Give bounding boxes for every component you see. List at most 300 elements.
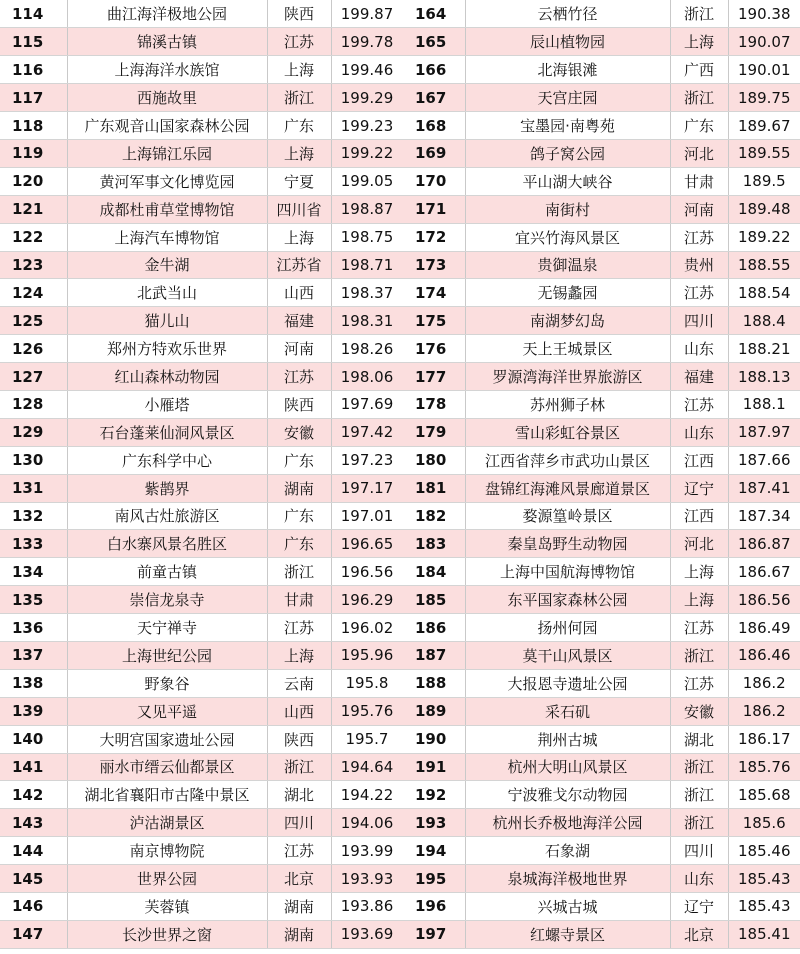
province-cell: 上海 [267,56,331,84]
rank-cell: 188 [403,669,465,697]
table-row [403,418,800,446]
score-cell: 190.38 [728,0,800,28]
table-row [403,195,800,223]
province-cell: 辽宁 [670,893,728,921]
score-cell: 199.22 [331,139,403,167]
province-cell: 河北 [670,139,728,167]
score-cell: 199.87 [331,0,403,28]
rank-cell: 175 [403,307,465,335]
scenic-name-cell: 野象谷 [67,669,267,697]
scenic-name-cell: 鸽子窝公园 [465,139,670,167]
score-cell: 188.54 [728,279,800,307]
rank-cell: 132 [0,502,67,530]
scenic-name-cell: 红螺寺景区 [465,920,670,948]
table-row [0,418,403,446]
score-cell: 189.55 [728,139,800,167]
scenic-name-cell: 世界公园 [67,865,267,893]
table-row [403,530,800,558]
province-cell: 上海 [670,586,728,614]
rank-cell: 179 [403,418,465,446]
score-cell: 193.93 [331,865,403,893]
table-row [403,84,800,112]
province-cell: 湖南 [267,893,331,921]
province-cell: 福建 [670,363,728,391]
scenic-name-cell: 西施故里 [67,84,267,112]
province-cell: 安徽 [670,697,728,725]
province-cell: 四川 [670,307,728,335]
score-cell: 198.31 [331,307,403,335]
province-cell: 湖南 [267,474,331,502]
score-cell: 188.21 [728,335,800,363]
rank-cell: 173 [403,251,465,279]
score-cell: 186.17 [728,725,800,753]
province-cell: 江苏 [267,837,331,865]
scenic-name-cell: 又见平遥 [67,697,267,725]
province-cell: 广东 [267,446,331,474]
score-cell: 188.1 [728,390,800,418]
table-row [403,725,800,753]
scenic-name-cell: 无锡蠡园 [465,279,670,307]
scenic-name-cell: 兴城古城 [465,893,670,921]
scenic-name-cell: 雪山彩虹谷景区 [465,418,670,446]
table-row [403,614,800,642]
table-row [403,781,800,809]
scenic-name-cell: 小雁塔 [67,390,267,418]
table-row [0,195,403,223]
score-cell: 188.13 [728,363,800,391]
table-row [0,335,403,363]
rank-cell: 146 [0,893,67,921]
province-cell: 江苏 [670,669,728,697]
rank-cell: 190 [403,725,465,753]
rank-cell: 119 [0,139,67,167]
table-row [0,56,403,84]
scenic-name-cell: 大明宫国家遗址公园 [67,725,267,753]
scenic-name-cell: 大报恩寺遗址公园 [465,669,670,697]
scenic-name-cell: 江西省萍乡市武功山景区 [465,446,670,474]
province-cell: 四川省 [267,195,331,223]
scenic-name-cell: 广东观音山国家森林公园 [67,112,267,140]
rank-cell: 117 [0,84,67,112]
rank-cell: 172 [403,223,465,251]
rank-cell: 183 [403,530,465,558]
score-cell: 194.22 [331,781,403,809]
table-row [403,893,800,921]
rank-cell: 193 [403,809,465,837]
table-row [0,474,403,502]
province-cell: 湖南 [267,920,331,948]
score-cell: 185.6 [728,809,800,837]
scenic-name-cell: 长沙世界之窗 [67,920,267,948]
score-cell: 198.37 [331,279,403,307]
province-cell: 福建 [267,307,331,335]
rank-cell: 182 [403,502,465,530]
score-cell: 195.8 [331,669,403,697]
table-row [0,725,403,753]
rank-cell: 136 [0,614,67,642]
rank-cell: 130 [0,446,67,474]
rank-cell: 128 [0,390,67,418]
province-cell: 陕西 [267,390,331,418]
province-cell: 广东 [267,530,331,558]
table-row [0,84,403,112]
province-cell: 上海 [267,641,331,669]
table-row [403,28,800,56]
rank-cell: 131 [0,474,67,502]
table-row [0,307,403,335]
rank-cell: 185 [403,586,465,614]
table-row [0,167,403,195]
score-cell: 189.75 [728,84,800,112]
score-cell: 186.56 [728,586,800,614]
score-cell: 193.99 [331,837,403,865]
province-cell: 河北 [670,530,728,558]
province-cell: 安徽 [267,418,331,446]
rank-cell: 129 [0,418,67,446]
rank-cell: 184 [403,558,465,586]
rank-cell: 191 [403,753,465,781]
score-cell: 197.42 [331,418,403,446]
scenic-name-cell: 盘锦红海滩风景廊道景区 [465,474,670,502]
rank-cell: 140 [0,725,67,753]
rank-cell: 165 [403,28,465,56]
rank-cell: 133 [0,530,67,558]
province-cell: 浙江 [670,753,728,781]
scenic-name-cell: 北武当山 [67,279,267,307]
province-cell: 浙江 [267,753,331,781]
scenic-name-cell: 南湖梦幻岛 [465,307,670,335]
rank-cell: 135 [0,586,67,614]
scenic-name-cell: 泸沽湖景区 [67,809,267,837]
province-cell: 四川 [670,837,728,865]
province-cell: 上海 [670,558,728,586]
scenic-name-cell: 红山森林动物园 [67,363,267,391]
scenic-name-cell: 秦皇岛野生动物园 [465,530,670,558]
score-cell: 198.71 [331,251,403,279]
province-cell: 上海 [267,139,331,167]
province-cell: 宁夏 [267,167,331,195]
scenic-name-cell: 平山湖大峡谷 [465,167,670,195]
rank-cell: 126 [0,335,67,363]
province-cell: 山东 [670,418,728,446]
province-cell: 山东 [670,865,728,893]
score-cell: 186.46 [728,641,800,669]
scenic-name-cell: 泉城海洋极地世界 [465,865,670,893]
table-row [0,809,403,837]
province-cell: 四川 [267,809,331,837]
score-cell: 196.29 [331,586,403,614]
province-cell: 浙江 [670,809,728,837]
scenic-name-cell: 采石矶 [465,697,670,725]
table-row [0,669,403,697]
table-row [403,558,800,586]
scenic-name-cell: 石象湖 [465,837,670,865]
rank-cell: 192 [403,781,465,809]
scenic-name-cell: 云栖竹径 [465,0,670,28]
province-cell: 广东 [670,112,728,140]
scenic-name-cell: 广东科学中心 [67,446,267,474]
table-row [0,502,403,530]
rank-cell: 118 [0,112,67,140]
score-cell: 189.48 [728,195,800,223]
scenic-name-cell: 曲江海洋极地公园 [67,0,267,28]
rank-cell: 197 [403,920,465,948]
province-cell: 广东 [267,502,331,530]
table-row [0,614,403,642]
score-cell: 187.41 [728,474,800,502]
province-cell: 湖北 [267,781,331,809]
rank-cell: 187 [403,641,465,669]
score-cell: 189.5 [728,167,800,195]
table-row [403,865,800,893]
scenic-name-cell: 湖北省襄阳市古隆中景区 [67,781,267,809]
rank-cell: 195 [403,865,465,893]
score-cell: 193.69 [331,920,403,948]
rank-cell: 139 [0,697,67,725]
rank-cell: 147 [0,920,67,948]
province-cell: 陕西 [267,0,331,28]
table-row [403,279,800,307]
table-row [403,167,800,195]
scenic-name-cell: 宝墨园·南粤苑 [465,112,670,140]
score-cell: 193.86 [331,893,403,921]
score-cell: 188.55 [728,251,800,279]
rank-cell: 141 [0,753,67,781]
scenic-name-cell: 崇信龙泉寺 [67,586,267,614]
scenic-name-cell: 扬州何园 [465,614,670,642]
rank-cell: 122 [0,223,67,251]
table-row [0,112,403,140]
province-cell: 江苏 [670,223,728,251]
score-cell: 189.67 [728,112,800,140]
scenic-name-cell: 猫儿山 [67,307,267,335]
table-row [0,781,403,809]
table-row [403,502,800,530]
score-cell: 190.07 [728,28,800,56]
score-cell: 197.69 [331,390,403,418]
table-row [0,139,403,167]
scenic-name-cell: 南街村 [465,195,670,223]
ranking-table-right-body [403,0,800,948]
province-cell: 江苏 [267,614,331,642]
scenic-name-cell: 杭州大明山风景区 [465,753,670,781]
table-row [403,390,800,418]
rank-cell: 166 [403,56,465,84]
rank-cell: 123 [0,251,67,279]
scenic-name-cell: 北海银滩 [465,56,670,84]
scenic-name-cell: 贵御温泉 [465,251,670,279]
scenic-name-cell: 荆州古城 [465,725,670,753]
score-cell: 195.7 [331,725,403,753]
table-row [403,837,800,865]
score-cell: 188.4 [728,307,800,335]
score-cell: 196.02 [331,614,403,642]
table-row [0,446,403,474]
rank-cell: 145 [0,865,67,893]
table-row [403,474,800,502]
table-row [0,279,403,307]
table-row [0,251,403,279]
province-cell: 上海 [267,223,331,251]
score-cell: 185.46 [728,837,800,865]
rank-cell: 134 [0,558,67,586]
rank-cell: 171 [403,195,465,223]
score-cell: 189.22 [728,223,800,251]
province-cell: 浙江 [670,0,728,28]
table-row [403,251,800,279]
scenic-name-cell: 黄河军事文化博览园 [67,167,267,195]
scenic-name-cell: 成都杜甫草堂博物馆 [67,195,267,223]
rank-cell: 114 [0,0,67,28]
scenic-name-cell: 南京博物院 [67,837,267,865]
score-cell: 194.06 [331,809,403,837]
scenic-name-cell: 上海锦江乐园 [67,139,267,167]
table-row [0,753,403,781]
table-row [403,56,800,84]
province-cell: 北京 [670,920,728,948]
scenic-name-cell: 锦溪古镇 [67,28,267,56]
province-cell: 江苏 [670,614,728,642]
table-row [403,753,800,781]
province-cell: 辽宁 [670,474,728,502]
province-cell: 山西 [267,697,331,725]
scenic-name-cell: 杭州长乔极地海洋公园 [465,809,670,837]
rank-cell: 169 [403,139,465,167]
rank-cell: 137 [0,641,67,669]
province-cell: 北京 [267,865,331,893]
scenic-name-cell: 丽水市缙云仙都景区 [67,753,267,781]
score-cell: 197.17 [331,474,403,502]
province-cell: 浙江 [670,781,728,809]
province-cell: 浙江 [670,84,728,112]
province-cell: 浙江 [267,84,331,112]
table-row [403,697,800,725]
score-cell: 198.26 [331,335,403,363]
scenic-name-cell: 金牛湖 [67,251,267,279]
scenic-name-cell: 天宁禅寺 [67,614,267,642]
score-cell: 197.23 [331,446,403,474]
table-row [0,0,403,28]
rank-cell: 194 [403,837,465,865]
rank-cell: 116 [0,56,67,84]
province-cell: 江苏省 [267,251,331,279]
province-cell: 河南 [670,195,728,223]
province-cell: 云南 [267,669,331,697]
table-row [403,641,800,669]
table-row [403,112,800,140]
rank-cell: 167 [403,84,465,112]
table-row [0,530,403,558]
score-cell: 185.68 [728,781,800,809]
score-cell: 186.49 [728,614,800,642]
table-row [0,586,403,614]
scenic-name-cell: 上海海洋水族馆 [67,56,267,84]
table-row [403,335,800,363]
score-cell: 199.46 [331,56,403,84]
score-cell: 186.2 [728,669,800,697]
province-cell: 江苏 [267,28,331,56]
score-cell: 185.41 [728,920,800,948]
rank-cell: 164 [403,0,465,28]
table-row [0,865,403,893]
score-cell: 199.05 [331,167,403,195]
score-cell: 195.96 [331,641,403,669]
scenic-name-cell: 宁波雅戈尔动物园 [465,781,670,809]
rank-cell: 180 [403,446,465,474]
score-cell: 194.64 [331,753,403,781]
table-row [0,223,403,251]
ranking-table-right [403,0,800,949]
score-cell: 185.43 [728,865,800,893]
rank-cell: 142 [0,781,67,809]
table-row [0,390,403,418]
province-cell: 甘肃 [670,167,728,195]
province-cell: 上海 [670,28,728,56]
rank-cell: 186 [403,614,465,642]
rank-cell: 124 [0,279,67,307]
province-cell: 甘肃 [267,586,331,614]
province-cell: 江苏 [267,363,331,391]
province-cell: 山东 [670,335,728,363]
scenic-name-cell: 罗源湾海洋世界旅游区 [465,363,670,391]
province-cell: 广西 [670,56,728,84]
scenic-name-cell: 天宫庄园 [465,84,670,112]
rank-cell: 120 [0,167,67,195]
score-cell: 198.06 [331,363,403,391]
score-cell: 185.76 [728,753,800,781]
rank-cell: 178 [403,390,465,418]
score-cell: 196.65 [331,530,403,558]
score-cell: 196.56 [331,558,403,586]
rank-cell: 138 [0,669,67,697]
scenic-name-cell: 婺源篁岭景区 [465,502,670,530]
table-row [403,307,800,335]
rank-cell: 144 [0,837,67,865]
score-cell: 187.34 [728,502,800,530]
province-cell: 陕西 [267,725,331,753]
table-row [403,0,800,28]
rank-cell: 189 [403,697,465,725]
table-row [403,446,800,474]
table-row [0,920,403,948]
rank-cell: 174 [403,279,465,307]
score-cell: 199.23 [331,112,403,140]
province-cell: 广东 [267,112,331,140]
rank-cell: 170 [403,167,465,195]
province-cell: 河南 [267,335,331,363]
province-cell: 浙江 [670,641,728,669]
score-cell: 199.78 [331,28,403,56]
score-cell: 198.87 [331,195,403,223]
scenic-name-cell: 苏州狮子林 [465,390,670,418]
province-cell: 江苏 [670,279,728,307]
table-row [403,139,800,167]
scenic-name-cell: 郑州方特欢乐世界 [67,335,267,363]
table-row [403,586,800,614]
table-row [403,363,800,391]
table-row [403,223,800,251]
table-row [0,558,403,586]
scenic-name-cell: 南风古灶旅游区 [67,502,267,530]
province-cell: 浙江 [267,558,331,586]
scenic-name-cell: 石台蓬莱仙洞风景区 [67,418,267,446]
table-row [0,641,403,669]
score-cell: 195.76 [331,697,403,725]
rank-cell: 121 [0,195,67,223]
province-cell: 湖北 [670,725,728,753]
rank-cell: 177 [403,363,465,391]
scenic-name-cell: 上海中国航海博物馆 [465,558,670,586]
